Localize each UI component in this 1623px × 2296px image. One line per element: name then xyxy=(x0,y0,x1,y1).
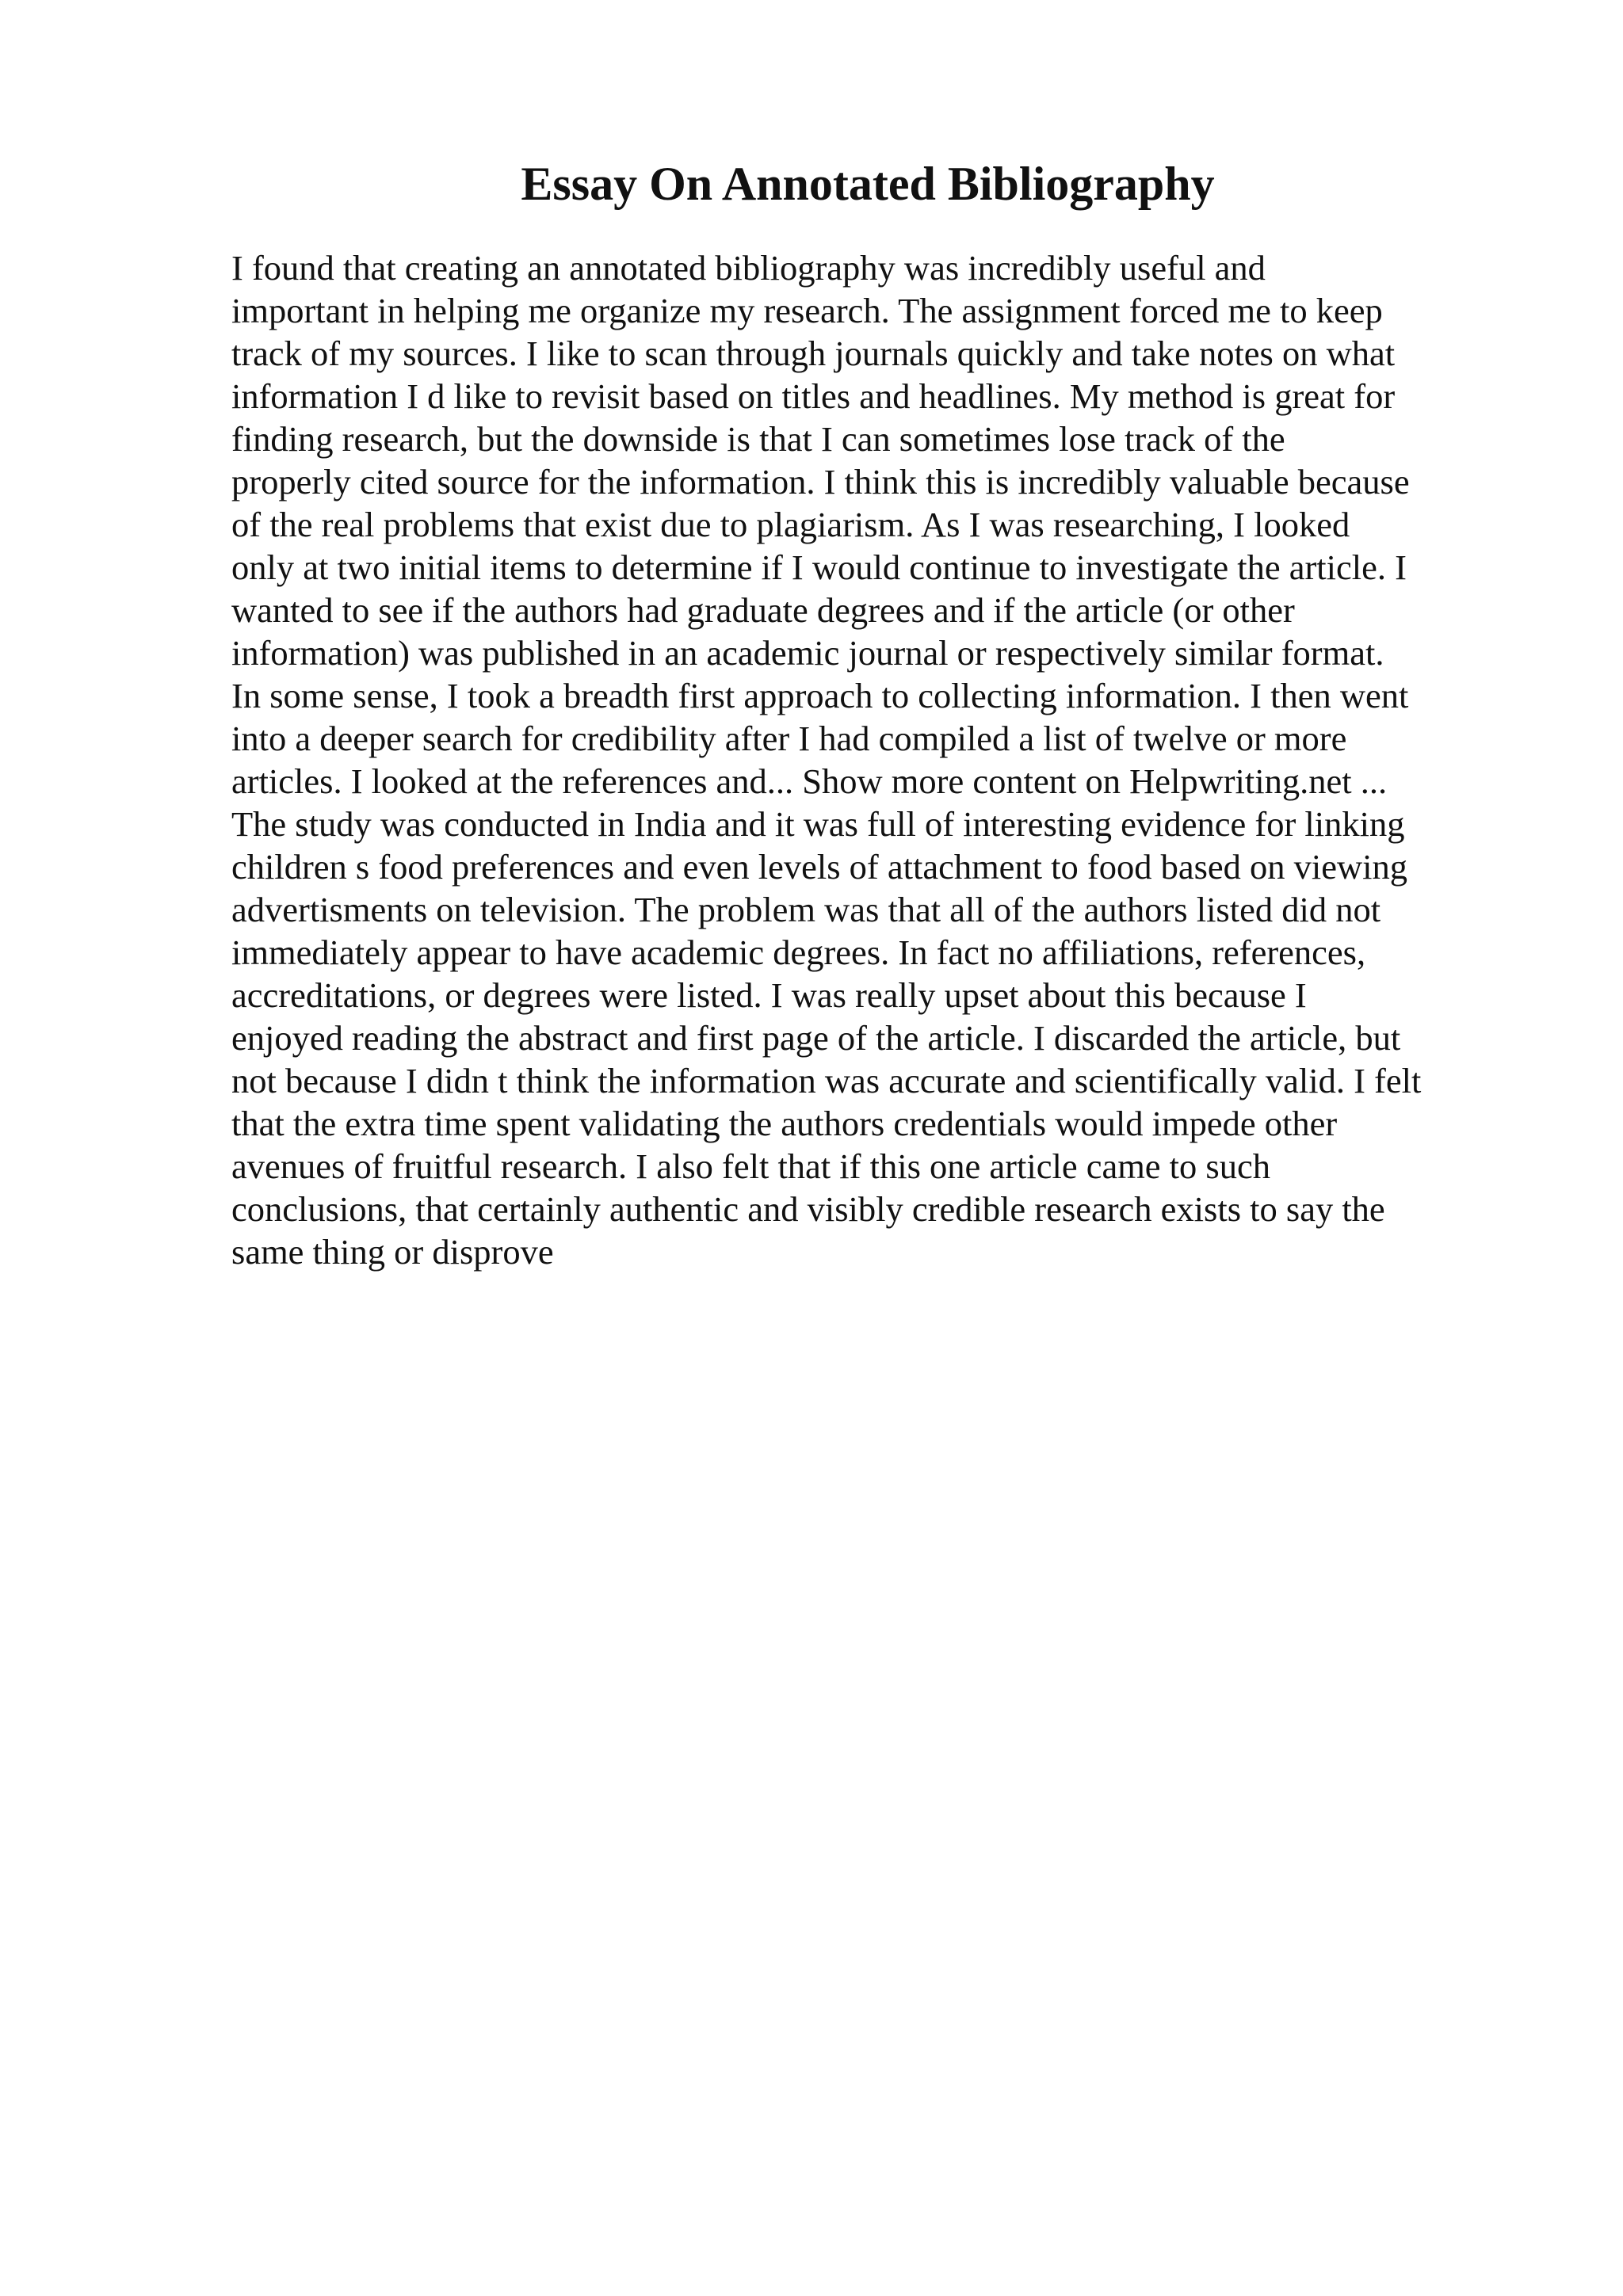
essay-line: avenues of fruitful research. I also felt that if this one article came to such xyxy=(231,1146,1270,1186)
essay-line: finding research, but the downside is that I can sometimes lose track of the xyxy=(231,419,1285,459)
essay-line: same thing or disprove xyxy=(231,1232,554,1272)
essay-line: enjoyed reading the abstract and first page of the article. I discarded the article, but xyxy=(231,1018,1401,1058)
essay-line: children s food preferences and even levels of attachment to food based on viewing xyxy=(231,847,1408,887)
essay-line: information) was published in an academic journal or respectively similar format. xyxy=(231,633,1384,673)
essay-body xyxy=(231,246,1563,1273)
essay-line: that the extra time spent validating the authors credentials would impede other xyxy=(231,1104,1338,1143)
essay-line: track of my sources. I like to scan through journals quickly and take notes on what xyxy=(231,334,1396,373)
essay-line: immediately appear to have academic degrees. In fact no affiliations, references, xyxy=(231,933,1366,972)
essay-line: of the real problems that exist due to plagiarism. As I was researching, I looked xyxy=(231,505,1350,544)
essay-line: information I d like to revisit based on titles and headlines. My method is great for xyxy=(231,376,1396,416)
essay-line: The study was conducted in India and it was full of interesting evidence for linking xyxy=(231,804,1405,844)
essay-line: advertisments on television. The problem was that all of the authors listed did not xyxy=(231,890,1381,929)
essay-line: important in helping me organize my research. The assignment forced me to keep xyxy=(231,291,1383,330)
essay-line: In some sense, I took a breadth first approach to collecting information. I then went xyxy=(231,676,1409,715)
essay-line: wanted to see if the authors had graduate degrees and if the article (or other xyxy=(231,590,1295,630)
document-title: Essay On Annotated Bibliography xyxy=(521,158,1215,210)
essay-line: I found that creating an annotated bibliography was incredibly useful and xyxy=(231,248,1266,288)
essay-line: conclusions, that certainly authentic and visibly credible research exists to say the xyxy=(231,1189,1385,1229)
essay-line: properly cited source for the information. I think this is incredibly valuable because xyxy=(231,462,1410,502)
essay-line: only at two initial items to determine if I would continue to investigate the article. I xyxy=(231,547,1407,587)
essay-line: accreditations, or degrees were listed. I was really upset about this because I xyxy=(231,975,1307,1015)
essay-line: into a deeper search for credibility after I had compiled a list of twelve or more xyxy=(231,719,1347,758)
essay-line: not because I didn t think the information was accurate and scientifically valid. I felt xyxy=(231,1061,1422,1100)
essay-line: articles. I looked at the references and... Show more content on Helpwriting.net ... xyxy=(231,761,1388,801)
